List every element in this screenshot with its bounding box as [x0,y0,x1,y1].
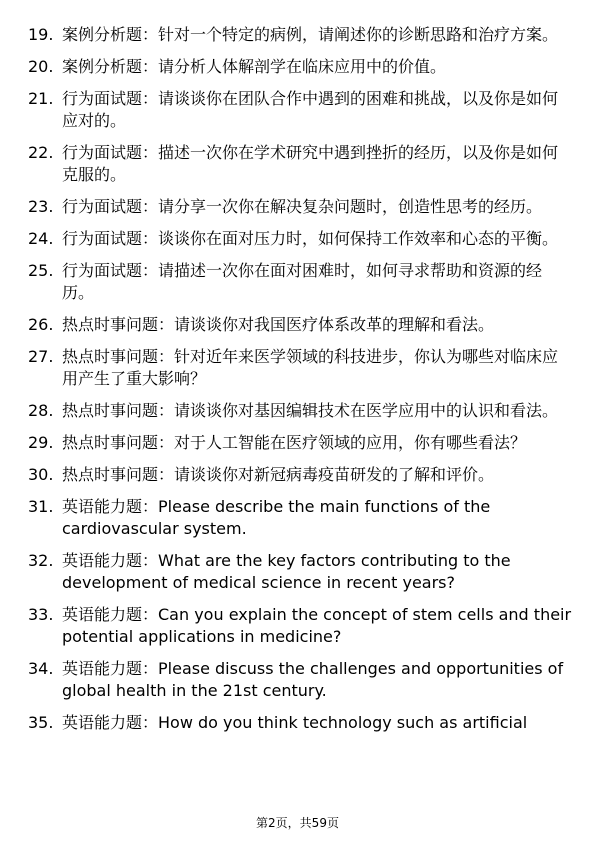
question-text: 英语能力题：How do you think technology such as artificial [62,713,528,732]
question-item [28,142,573,186]
question-number: 34. [28,659,54,678]
question-text: 行为面试题：描述一次你在学术研究中遇到挫折的经历，以及你是如何克服的。 [62,143,559,184]
question-item [28,314,573,336]
question-item [28,712,573,734]
question-number: 20. [28,57,54,76]
question-text: 英语能力题：Please discuss the challenges and opportunities of global health in the 21st century. [62,659,564,700]
question-item [28,56,573,78]
question-item [28,496,573,540]
question-item [28,432,573,454]
question-number: 28. [28,401,54,420]
question-text: 英语能力题：Can you explain the concept of stem cells and their potential applications in medicine? [62,605,572,646]
question-number: 33. [28,605,54,624]
question-item [28,658,573,702]
question-item [28,464,573,486]
question-number: 29. [28,433,54,452]
question-text: 行为面试题：请描述一次你在面对困难时，如何寻求帮助和资源的经历。 [62,261,543,302]
question-item [28,550,573,594]
question-item [28,604,573,648]
question-number: 26. [28,315,54,334]
question-item [28,196,573,218]
question-number: 25. [28,261,54,280]
question-item [28,88,573,132]
question-number: 27. [28,347,54,366]
page-footer: 第2页，共59页 [256,816,339,830]
question-item [28,228,573,250]
question-number: 23. [28,197,54,216]
question-list [28,24,573,744]
question-text: 行为面试题：谈谈你在面对压力时，如何保持工作效率和心态的平衡。 [62,229,559,248]
question-text: 英语能力题：Please describe the main functions of the cardiovascular system. [62,497,491,538]
question-item [28,24,573,46]
question-text: 热点时事问题：请谈谈你对我国医疗体系改革的理解和看法。 [62,315,495,334]
question-number: 35. [28,713,54,732]
question-item [28,260,573,304]
question-item [28,346,573,390]
question-number: 22. [28,143,54,162]
question-text: 行为面试题：请分享一次你在解决复杂问题时，创造性思考的经历。 [62,197,543,216]
question-number: 19. [28,25,54,44]
question-text: 热点时事问题：对于人工智能在医疗领域的应用，你有哪些看法？ [62,433,527,452]
question-number: 30. [28,465,54,484]
question-text: 热点时事问题：针对近年来医学领域的科技进步，你认为哪些对临床应用产生了重大影响？ [62,347,559,388]
question-text: 案例分析题：针对一个特定的病例，请阐述你的诊断思路和治疗方案。 [62,25,559,44]
question-text: 热点时事问题：请谈谈你对基因编辑技术在医学应用中的认识和看法。 [62,401,559,420]
question-number: 21. [28,89,54,108]
question-text: 英语能力题：What are the key factors contributing to the development of medical science in recent years? [62,551,511,592]
question-item [28,400,573,422]
question-text: 案例分析题：请分析人体解剖学在临床应用中的价值。 [62,57,447,76]
question-text: 热点时事问题：请谈谈你对新冠病毒疫苗研发的了解和评价。 [62,465,495,484]
question-number: 32. [28,551,54,570]
question-text: 行为面试题：请谈谈你在团队合作中遇到的困难和挑战，以及你是如何应对的。 [62,89,559,130]
question-number: 24. [28,229,54,248]
question-number: 31. [28,497,54,516]
